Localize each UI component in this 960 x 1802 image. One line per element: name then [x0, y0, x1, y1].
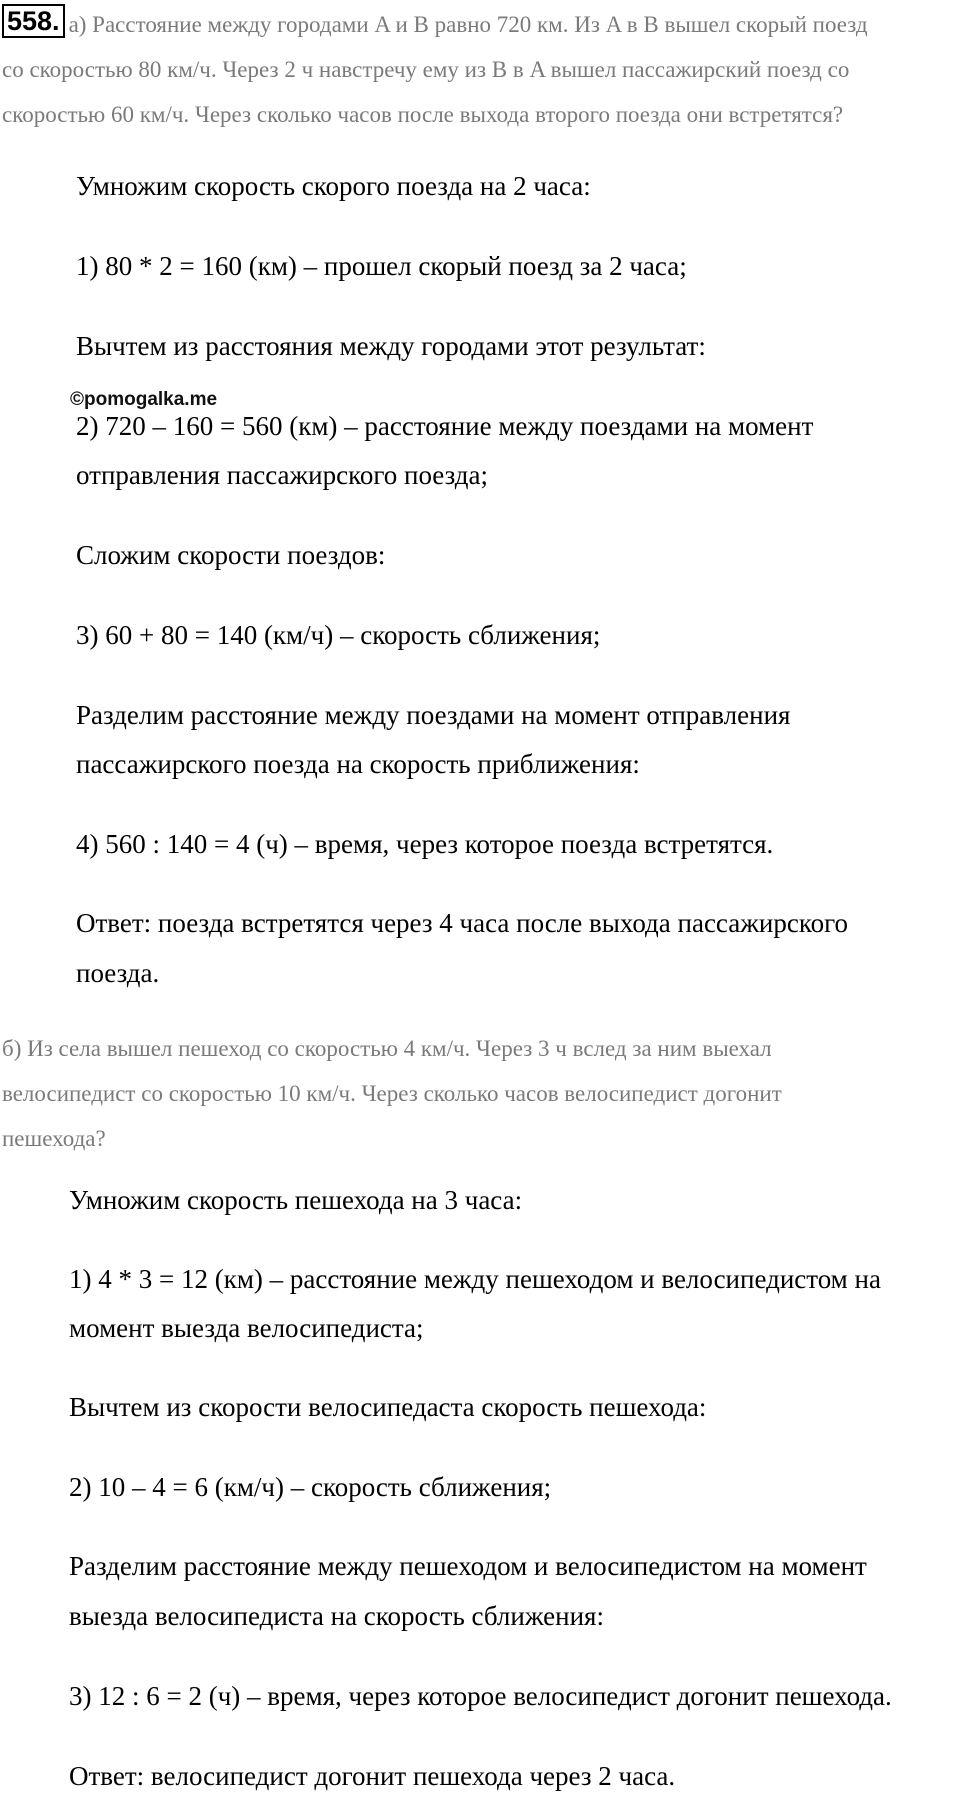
task-a-line: скоростью 60 км/ч. Через сколько часов после выхода второго поезда они встретятся? — [2, 102, 844, 127]
task-b-statement — [2, 1026, 954, 1161]
solution-a-line: пассажирского поезда на скорость приближения: — [76, 749, 640, 779]
solution-a-line: 4) 560 : 140 = 4 (ч) – время, через которое поезда встретятся. — [76, 829, 774, 859]
solution-b-line: 2) 10 – 4 = 6 (км/ч) – скорость сближения; — [69, 1472, 552, 1502]
solution-b-line: Вычтем из скорости велосипедаста скорость пешехода: — [69, 1392, 707, 1422]
task-b-line: велосипедист со скоростью 10 км/ч. Через сколько часов велосипедист догонит — [2, 1081, 782, 1106]
solution-a-line: 1) 80 * 2 = 160 (км) – прошел скорый поезд за 2 часа; — [76, 251, 687, 281]
solution-a-line: 3) 60 + 80 = 140 (км/ч) – скорость сближения; — [76, 620, 601, 650]
solution-a-line: отправления пассажирского поезда; — [76, 460, 488, 490]
solution-b-line: выезда велосипедиста на скорость сближения: — [69, 1601, 604, 1631]
solution-b-line: момент выезда велосипедиста; — [69, 1313, 424, 1343]
solution-b-line: 1) 4 * 3 = 12 (км) – расстояние между пешеходом и велосипедистом на — [69, 1264, 881, 1294]
solution-a-line: Сложим скорости поездов: — [76, 540, 386, 570]
solution-b-line: Умножим скорость пешехода на 3 часа: — [69, 1185, 523, 1215]
watermark: ©pomogalka.me — [70, 389, 218, 410]
task-b-line: б) Из села вышел пешеход со скоростью 4 км/ч. Через 3 ч вслед за ним выехал — [2, 1036, 772, 1061]
solution-a-line: Умножим скорость скорого поезда на 2 часа: — [76, 171, 591, 201]
task-a-line: со скоростью 80 км/ч. Через 2 ч навстречу ему из B в A вышел пассажирский поезд со — [2, 57, 850, 82]
problem-number: 558. — [2, 4, 65, 38]
task-a-statement — [2, 2, 954, 137]
answer-a-line: Ответ: поезда встретятся через 4 часа после выхода пассажирского — [76, 908, 848, 938]
solution-b-line: Разделим расстояние между пешеходом и велосипедистом на момент — [69, 1551, 867, 1581]
solution-a-line: Разделим расстояние между поездами на момент отправления — [76, 700, 791, 730]
task-b-line: пешехода? — [2, 1126, 106, 1151]
solution-a-line: 2) 720 – 160 = 560 (км) – расстояние между поездами на момент — [76, 411, 814, 441]
answer-a-line: поезда. — [76, 958, 160, 988]
answer-b-line: Ответ: велосипедист догонит пешехода через 2 часа. — [69, 1761, 676, 1791]
solution-b-line: 3) 12 : 6 = 2 (ч) – время, через которое велосипедист догонит пешехода. — [69, 1681, 892, 1711]
solution-a-line: Вычтем из расстояния между городами этот результат: — [76, 331, 706, 361]
task-a-line: 558. а) Расстояние между городами A и B равно 720 км. Из A в B вышел скорый поезд — [2, 2, 954, 47]
